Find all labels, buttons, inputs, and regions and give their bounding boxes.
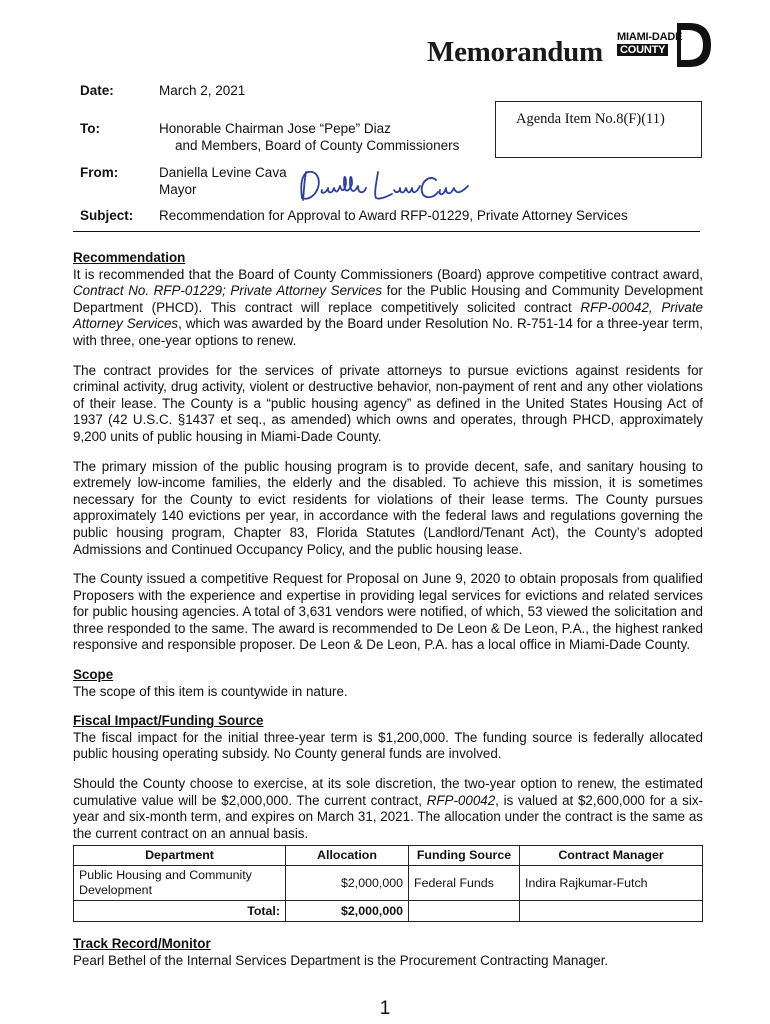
track-record-text: Pearl Bethel of the Internal Services Department is the Procurement Contracting Manager. bbox=[73, 952, 609, 968]
cell-total-label: Total: bbox=[74, 901, 286, 922]
signature-image bbox=[296, 164, 476, 206]
to-line1: Honorable Chairman Jose “Pepe” Diaz bbox=[159, 121, 391, 136]
fiscal-paragraph-2 bbox=[73, 776, 703, 842]
fiscal-p2-a: Should the County choose to exercise, at its sole discretion, the two-year option to renew, the estimated cumulative value will be $2,000,000. The current contract, bbox=[73, 776, 703, 808]
table-row bbox=[74, 866, 703, 901]
table-total-row bbox=[74, 901, 703, 922]
agenda-item-text: Agenda Item No.8(F)(11) bbox=[516, 111, 665, 127]
logo-line1: MIAMI-DADE bbox=[617, 31, 683, 43]
memo-title: Memorandum bbox=[427, 36, 603, 68]
fiscal-p2-em: RFP-00042 bbox=[426, 792, 496, 808]
cell-empty-1 bbox=[409, 901, 520, 922]
logo-wordmark bbox=[617, 31, 682, 56]
track-record-section bbox=[73, 936, 703, 969]
scope-text: The scope of this item is countywide in nature. bbox=[73, 683, 348, 699]
agenda-item-box bbox=[495, 101, 702, 158]
cell-contract-manager: Indira Rajkumar-Futch bbox=[520, 866, 703, 901]
from-line1: Daniella Levine Cava bbox=[159, 165, 287, 180]
date-value: March 2, 2021 bbox=[159, 83, 246, 98]
logo-line2: COUNTY bbox=[617, 44, 668, 56]
cell-allocation: $2,000,000 bbox=[286, 866, 409, 901]
rec-p1-c: , which was awarded by the Board under Resolution No. R-751-14 for a three-year term, with three, one-year options to renew. bbox=[73, 316, 703, 348]
to-line2: and Members, Board of County Commissioners bbox=[175, 138, 460, 153]
rec-p1-b: for the Public Housing and Community Development Department (PHCD). This contract will replace competitively solicited contract bbox=[73, 283, 704, 315]
date-label: Date: bbox=[80, 83, 114, 98]
recommendation-heading: Recommendation bbox=[73, 250, 186, 265]
header-divider bbox=[73, 231, 700, 232]
miami-dade-logo bbox=[617, 22, 713, 68]
track-record-heading: Track Record/Monitor bbox=[73, 936, 211, 951]
rec-paragraph-2: The contract provides for the services of private attorneys to pursue evictions against residents for criminal activity, drug activity, violent or destructive behavior, non-payment of rent and any other violations of their lease. The County is a “public housing agency” as defined in the United States Housing Act of 1937 (42 U.S.C. §1437 et seq., as amended) which owns and operates, through PHCD, approximately 9,200 units of public housing in Miami-Dade County. bbox=[73, 362, 703, 444]
page-number: 1 bbox=[379, 998, 391, 1019]
rec-p1-em1: Contract No. RFP-01229; Private Attorney Services bbox=[73, 283, 383, 299]
table-header-row bbox=[74, 846, 703, 866]
cell-empty-2 bbox=[520, 901, 703, 922]
memo-body bbox=[73, 250, 703, 982]
subject-value: Recommendation for Approval to Award RFP-01229, Private Attorney Services bbox=[159, 208, 628, 223]
rec-paragraph-4: The County issued a competitive Request for Proposal on June 9, 2020 to obtain proposals from qualified Proposers with the experience and expertise in providing legal services for evictions and related services for public housing agencies. A total of 3,631 vendors were notified, of which, 53 viewed the solicitation and three responded to the same. The award is recommended to De Leon & De Leon, P.A., the highest ranked responsive and responsible proposer. De Leon & De Leon, P.A. has a local office in Miami-Dade County. bbox=[73, 571, 703, 653]
header-department: Department bbox=[74, 846, 286, 866]
header-funding-source: Funding Source bbox=[409, 846, 520, 866]
rec-p1-em2: RFP-00042, Private Attorney Services bbox=[73, 299, 703, 332]
allocation-table bbox=[73, 845, 703, 922]
fiscal-p1: The fiscal impact for the initial three-year term is $1,200,000. The funding source is federally allocated public housing operating subsidy. No County general funds are involved. bbox=[73, 729, 703, 762]
cell-total-value: $2,000,000 bbox=[286, 901, 409, 922]
recommendation-section bbox=[73, 250, 703, 350]
header-contract-manager: Contract Manager bbox=[520, 846, 703, 866]
scope-section bbox=[73, 667, 703, 700]
rec-p1-a: It is recommended that the Board of County Commissioners (Board) approve competitive contract award, bbox=[73, 266, 703, 282]
to-label: To: bbox=[80, 121, 100, 136]
cell-department: Public Housing and Community Development bbox=[74, 866, 286, 901]
fiscal-heading: Fiscal Impact/Funding Source bbox=[73, 713, 264, 729]
scope-heading: Scope bbox=[73, 667, 114, 683]
from-line2: Mayor bbox=[159, 182, 197, 197]
subject-label: Subject: bbox=[80, 208, 134, 223]
from-label: From: bbox=[80, 165, 119, 180]
fiscal-section bbox=[73, 713, 703, 763]
rec-paragraph-3: The primary mission of the public housing program is to provide decent, safe, and sanitary housing to extremely low-income families, the elderly and the disabled. To achieve this mission, it is sometimes necessary for the County to evict residents for violations of their lease terms. The County pursues approximately 140 evictions per year, in accordance with the federal laws and regulations governing the public housing program, Chapter 83, Florida Statutes (Landlord/Tenant Act), the County’s adopted Admissions and Continued Occupancy Policy, and the public housing lease. bbox=[73, 458, 703, 557]
cell-funding-source: Federal Funds bbox=[409, 866, 520, 901]
header-allocation: Allocation bbox=[286, 846, 409, 866]
fiscal-p2-b: , is valued at $2,600,000 for a six-year and six-month term, and expires on March 31, 2021. The allocation under the contract is the same as the current contract on an annual basis. bbox=[73, 792, 703, 841]
